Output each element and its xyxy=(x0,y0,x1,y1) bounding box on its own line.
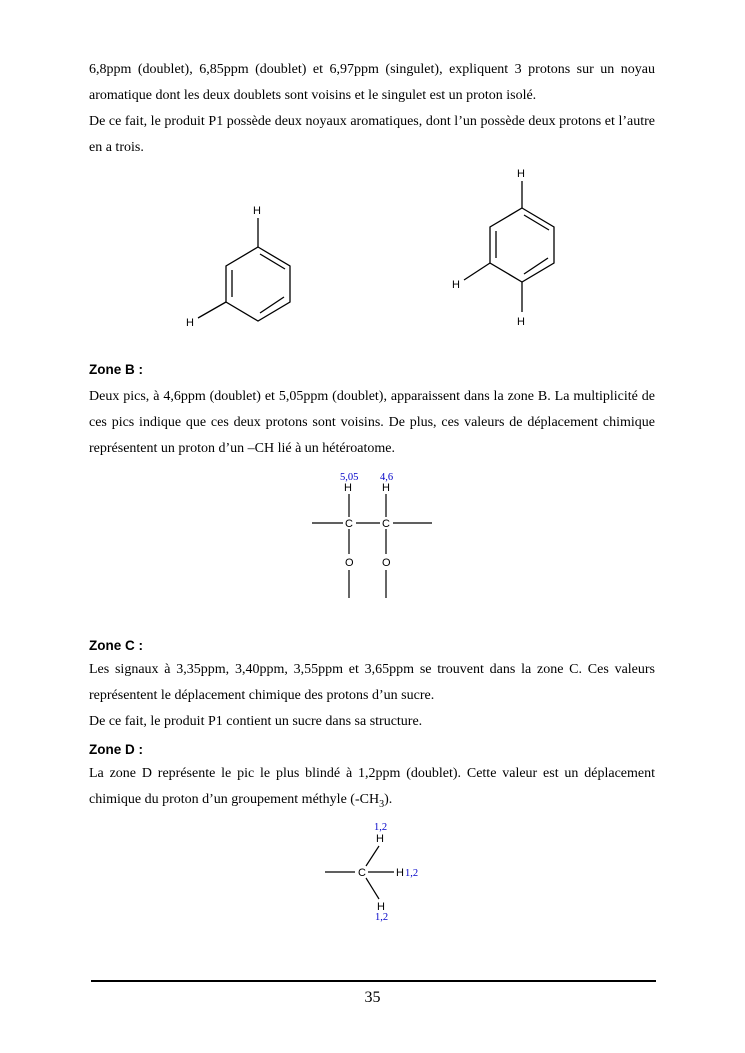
methyl-shift-bottom: 1,2 xyxy=(375,912,389,923)
zone-b-text: Deux pics, à 4,6ppm (doublet) et 5,05ppm (doublet), apparaissent dans la zone B. La multiplicité de ces pics indique que ces deux protons sont voisins. De plus, ces valeurs de déplacement chimique représentent un proton d’un –CH lié à un hétéroatome. xyxy=(89,389,655,456)
zone-b-heading: Zone B : xyxy=(89,362,143,377)
o-atom-left: O xyxy=(345,557,354,569)
footer-rule xyxy=(91,980,656,982)
methyl-h-bottom: H xyxy=(377,901,385,913)
shift-label-4-6: 4,6 xyxy=(380,472,394,483)
ring1-h-top: H xyxy=(253,205,261,217)
methyl-shift-right: 1,2 xyxy=(405,868,419,879)
zone-d-subscript: 3 xyxy=(379,798,385,810)
c-atom-right: C xyxy=(382,518,390,530)
shift-label-5-05: 5,05 xyxy=(340,472,359,483)
page-number: 35 xyxy=(364,989,381,1006)
methyl-h-right: H xyxy=(396,867,404,879)
zone-d-text-end: ). xyxy=(384,792,393,807)
zone-c-heading: Zone C : xyxy=(89,638,143,653)
ring2-h-bottom: H xyxy=(517,316,525,328)
intro-text-2: De ce fait, le produit P1 possède deux noyaux aromatiques, dont l’un possède deux protons et l’autre en a trois. xyxy=(89,114,655,155)
methyl-h-top: H xyxy=(376,833,384,845)
ring1-h-left: H xyxy=(186,317,194,329)
ring2-h-left: H xyxy=(452,279,460,291)
methyl-shift-top: 1,2 xyxy=(374,822,388,833)
c-atom-left: C xyxy=(345,518,353,530)
h-atom-left: H xyxy=(344,482,352,494)
zone-c-text-1: Les signaux à 3,35ppm, 3,40ppm, 3,55ppm et 3,65ppm se trouvent dans la zone C. Ces valeurs représentent le déplacement chimique des protons d’un sucre. xyxy=(89,662,655,703)
zone-c-text-2: De ce fait, le produit P1 contient un sucre dans sa structure. xyxy=(89,714,423,729)
zone-d-heading: Zone D : xyxy=(89,742,143,757)
ring2-h-top: H xyxy=(517,168,525,180)
intro-text-1: 6,8ppm (doublet), 6,85ppm (doublet) et 6,97ppm (singulet), expliquent 3 protons sur un noyau aromatique dont les deux doublets sont voisins et le singulet est un proton isolé. xyxy=(89,62,655,103)
o-atom-right: O xyxy=(382,557,391,569)
zone-d-text: La zone D représente le pic le plus blindé à 1,2ppm (doublet). Cette valeur est un déplacement chimique du proton d’un groupement méthyle (-CH xyxy=(89,766,655,807)
methyl-c: C xyxy=(358,867,366,879)
h-atom-right: H xyxy=(382,482,390,494)
